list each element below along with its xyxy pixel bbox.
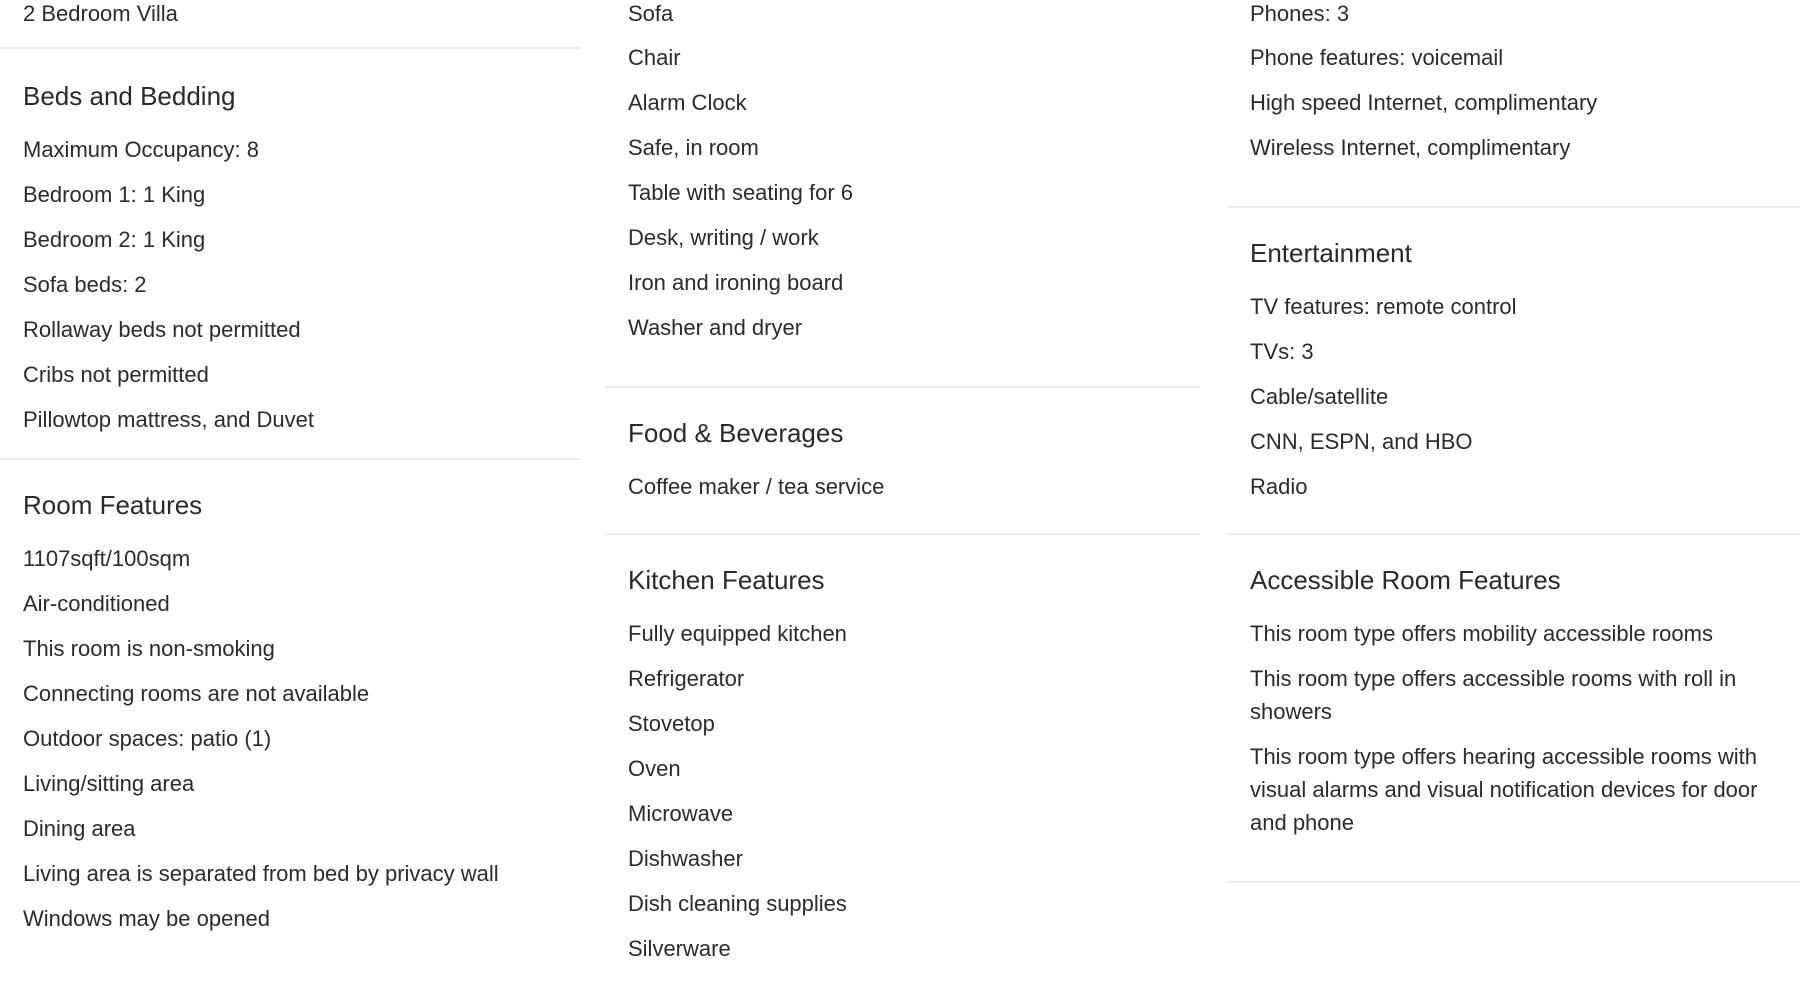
food-and-beverages-heading: Food & Beverages (628, 418, 844, 448)
communication-item: Wireless Internet, complimentary (1250, 135, 1571, 160)
room-features-heading: Room Features (23, 490, 203, 520)
communication-item: Phone features: voicemail (1250, 45, 1504, 70)
kitchen-features-heading: Kitchen Features (628, 565, 825, 595)
communication-item: High speed Internet, complimentary (1250, 90, 1598, 115)
room-type-item: 2 Bedroom Villa (23, 1, 178, 26)
furnishing-item: Desk, writing / work (628, 225, 819, 250)
room-feature-item: Dining area (23, 816, 136, 841)
bedding-item: Bedroom 1: 1 King (23, 182, 206, 207)
room-feature-item: Connecting rooms are not available (23, 681, 370, 706)
room-features-section (0, 460, 580, 935)
furnishing-item: Table with seating for 6 (628, 180, 854, 205)
room-feature-item: Living area is separated from bed by privacy wall (23, 861, 499, 886)
kitchen-item: Fully equipped kitchen (628, 621, 847, 646)
bedding-item: Pillowtop mattress, and Duvet (23, 407, 315, 432)
kitchen-features-section (605, 535, 1200, 965)
communication-item: Phones: 3 (1250, 1, 1350, 26)
kitchen-item: Refrigerator (628, 666, 745, 691)
entertainment-section (1227, 208, 1800, 535)
bedding-item: Sofa beds: 2 (23, 272, 147, 297)
right-column (1227, 0, 1800, 883)
room-feature-item: Outdoor spaces: patio (1) (23, 726, 272, 751)
kitchen-item: Stovetop (628, 711, 715, 736)
furnishing-item: Safe, in room (628, 135, 759, 160)
entertainment-item: TV features: remote control (1250, 294, 1517, 319)
furnishings-section (605, 0, 1200, 388)
accessible-item: This room type offers mobility accessible rooms (1250, 621, 1713, 646)
furnishing-item: Alarm Clock (628, 90, 747, 115)
accessible-item: This room type offers hearing accessible rooms with visual alarms and visual notification devices for door and phone (1250, 744, 1758, 835)
communications-section (1227, 0, 1800, 208)
bedding-item: Bedroom 2: 1 King (23, 227, 206, 252)
kitchen-item: Silverware (628, 936, 731, 961)
entertainment-item: Cable/satellite (1250, 384, 1389, 409)
bedding-item: Cribs not permitted (23, 362, 209, 387)
beds-and-bedding-heading: Beds and Bedding (23, 81, 236, 111)
left-column (0, 0, 580, 947)
kitchen-item: Oven (628, 756, 681, 781)
kitchen-item: Dishwasher (628, 846, 743, 871)
middle-column (605, 0, 1200, 977)
room-feature-item: 1107sqft/100sqm (23, 546, 191, 571)
entertainment-item: CNN, ESPN, and HBO (1250, 429, 1473, 454)
room-feature-item: Windows may be opened (23, 906, 271, 931)
room-type-section (0, 0, 580, 49)
furnishing-item: Sofa (628, 1, 674, 26)
bedding-item: Rollaway beds not permitted (23, 317, 301, 342)
room-feature-item: Living/sitting area (23, 771, 195, 796)
bedding-item: Maximum Occupancy: 8 (23, 137, 259, 162)
kitchen-item: Dish cleaning supplies (628, 891, 847, 916)
food-and-beverages-section (605, 388, 1200, 535)
kitchen-item: Microwave (628, 801, 734, 826)
food-item: Coffee maker / tea service (628, 474, 885, 499)
furnishing-item: Chair (628, 45, 681, 70)
room-feature-item: This room is non-smoking (23, 636, 275, 661)
furnishing-item: Washer and dryer (628, 315, 803, 340)
accessible-room-features-heading: Accessible Room Features (1250, 565, 1561, 595)
room-feature-item: Air-conditioned (23, 591, 170, 616)
entertainment-item: Radio (1250, 474, 1308, 499)
accessible-room-features-section (1227, 535, 1800, 883)
beds-and-bedding-section (0, 49, 580, 460)
furnishing-item: Iron and ironing board (628, 270, 844, 295)
accessible-item: This room type offers accessible rooms with roll in showers (1250, 666, 1737, 724)
entertainment-item: TVs: 3 (1250, 339, 1314, 364)
entertainment-heading: Entertainment (1250, 238, 1412, 268)
